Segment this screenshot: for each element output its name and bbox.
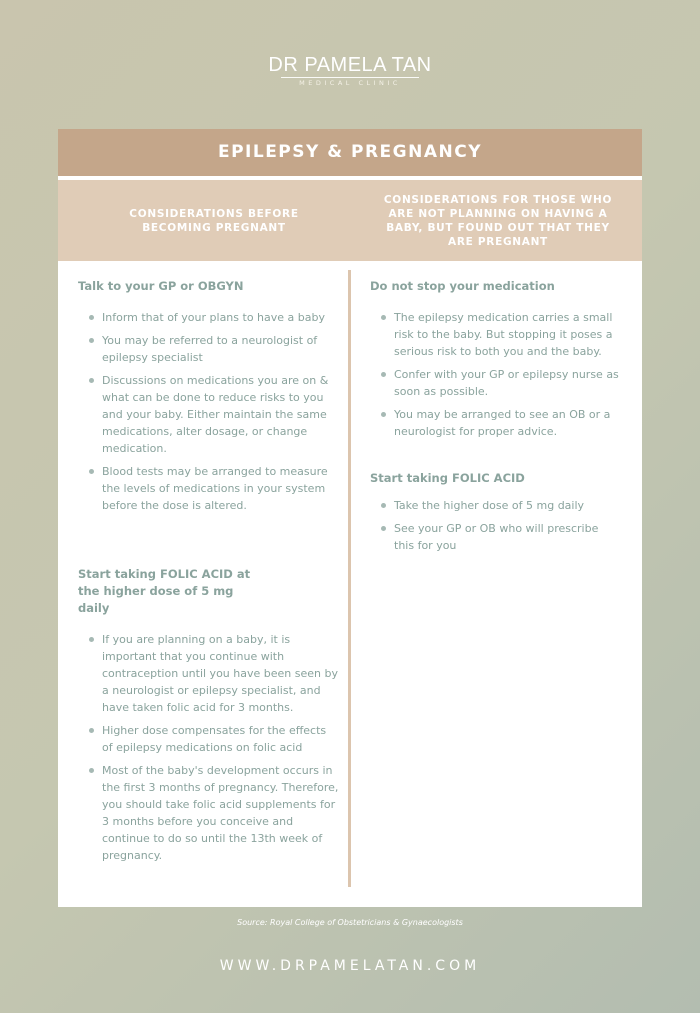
logo-subtitle: MEDICAL CLINIC (299, 79, 401, 87)
bullet-list (78, 309, 340, 514)
page-title: EPILEPSY & PREGNANCY (58, 129, 642, 176)
list-item: Inform that of your plans to have a baby (78, 309, 340, 326)
right-column (370, 278, 620, 560)
list-item: You may be referred to a neurologist of epilepsy specialist (78, 332, 340, 366)
logo-name: DR PAMELA TAN (268, 54, 432, 76)
section-heading: Do not stop your medication (370, 279, 555, 293)
list-item: Most of the baby's development occurs in the first 3 months of pregnancy. Therefore, you should take folic acid supplements for 3 months before you conceive and continue to do so until the 13th week of pregnancy. (78, 762, 340, 864)
clinic-logo (0, 54, 700, 87)
left-column (78, 278, 340, 870)
bullet-list (78, 631, 340, 864)
left-column-header: CONSIDERATIONS BEFORE BECOMING PREGNANT (129, 207, 299, 234)
list-item: See your GP or OB who will prescribe this for you (370, 520, 620, 554)
info-card (58, 129, 642, 907)
column-headers (58, 180, 642, 261)
section-heading: Start taking FOLIC ACID (370, 471, 525, 485)
list-item: If you are planning on a baby, it is important that you continue with contraception until you have been seen by a neurologist or epilepsy specialist, and have taken folic acid for 3 months. (78, 631, 340, 716)
list-item: The epilepsy medication carries a small risk to the baby. But stopping it poses a serious risk to both you and the baby. (370, 309, 620, 360)
website-url: WWW.DRPAMELATAN.COM (219, 958, 481, 974)
bullet-list (370, 497, 620, 554)
list-item: You may be arranged to see an OB or a neurologist for proper advice. (370, 406, 620, 440)
right-column-header: CONSIDERATIONS FOR THOSE WHO ARE NOT PLANNING ON HAVING A BABY, BUT FOUND OUT THAT THEY ARE PREGNANT (383, 193, 613, 248)
column-divider (348, 270, 351, 887)
logo-underline (281, 77, 419, 78)
list-item: Discussions on medications you are on & what can be done to reduce risks to you and your baby. Either maintain the same medications, alter dosage, or change medication. (78, 372, 340, 457)
list-item: Take the higher dose of 5 mg daily (370, 497, 620, 514)
list-item: Confer with your GP or epilepsy nurse as soon as possible. (370, 366, 620, 400)
list-item: Blood tests may be arranged to measure the levels of medications in your system before the dose is altered. (78, 463, 340, 514)
section-heading: Start taking FOLIC ACID at the higher dose of 5 mg daily (78, 567, 251, 615)
section-heading: Talk to your GP or OBGYN (78, 279, 244, 293)
bullet-list (370, 309, 620, 440)
source-citation: Source: Royal College of Obstetricians & Gynaecologists (237, 918, 463, 927)
list-item: Higher dose compensates for the effects of epilepsy medications on folic acid (78, 722, 340, 756)
